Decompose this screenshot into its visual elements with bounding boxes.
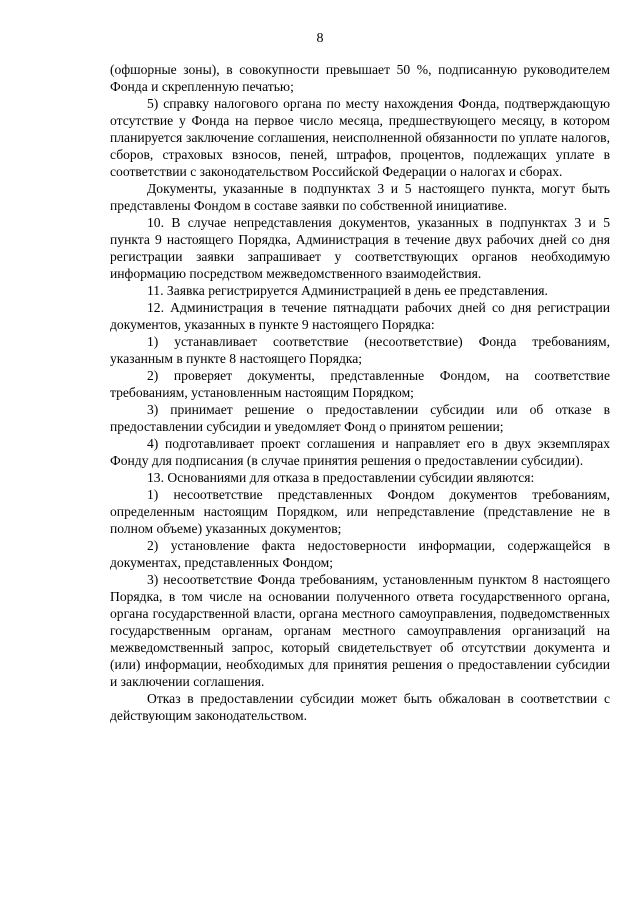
paragraph-8: 2) проверяет документы, представленные Фондом, на соответствие требованиям, установленным настоящим Порядком; — [110, 368, 610, 400]
paragraph-10: 4) подготавливает проект соглашения и направляет его в двух экземплярах Фонду для подписания (в случае принятия решения о предоставлении субсидии). — [110, 436, 610, 468]
paragraph-12: 1) несоответствие представленных Фондом документов требованиям, определенным настоящим Порядком, или непредставление (представление не в полном объеме) указанных документов; — [110, 487, 610, 536]
paragraph-1: (офшорные зоны), в совокупности превышает 50 %, подписанную руководителем Фонда и скрепленную печатью; — [110, 62, 610, 94]
paragraph-4: 10. В случае непредставления документов, указанных в подпунктах 3 и 5 пункта 9 настоящего Порядка, Администрация в течение двух рабочих дней со дня регистрации заявки запрашивает у соответствующих органов необходимую информацию посредством межведомственного взаимодействия. — [110, 215, 610, 281]
paragraph-3: Документы, указанные в подпунктах 3 и 5 настоящего пункта, могут быть представлены Фондом в составе заявки по собственной инициативе. — [110, 181, 610, 213]
paragraph-9: 3) принимает решение о предоставлении субсидии или об отказе в предоставлении субсидии и уведомляет Фонд о принятом решении; — [110, 402, 610, 434]
page-number: 8 — [316, 31, 324, 46]
paragraph-6: 12. Администрация в течение пятнадцати рабочих дней со дня регистрации документов, указанных в пункте 9 настоящего Порядка: — [110, 300, 610, 332]
paragraph-13: 2) установление факта недостоверности информации, содержащейся в документах, представленных Фондом; — [110, 538, 610, 570]
paragraph-5: 11. Заявка регистрируется Администрацией в день ее представления. — [147, 283, 548, 298]
document-body — [110, 61, 610, 724]
paragraph-14: 3) несоответствие Фонда требованиям, установленным пунктом 8 настоящего Порядка, в том числе на основании полученного ответа государственного органа, органа государственной власти, органа местного самоуправления, подведомственных государственным органам, органам местного самоуправления организаций на межведомственный запрос, который свидетельствует об отсутствии документа и (или) информации, необходимых для принятия решения о предоставлении субсидии и заключении соглашения. — [110, 572, 610, 689]
paragraph-2: 5) справку налогового органа по месту нахождения Фонда, подтверждающую отсутствие у Фонда на первое число месяца, предшествующего месяцу, в котором планируется заключение соглашения, неисполненной обязанности по уплате налогов, сборов, страховых взносов, пеней, штрафов, процентов, подлежащих уплате в соответствии с законодательством Российской Федерации о налогах и сборах. — [110, 96, 610, 179]
paragraph-7: 1) устанавливает соответствие (несоответствие) Фонда требованиям, указанным в пункте 8 настоящего Порядка; — [110, 334, 610, 366]
paragraph-11: 13. Основаниями для отказа в предоставлении субсидии являются: — [147, 470, 535, 485]
paragraph-15: Отказ в предоставлении субсидии может быть обжалован в соответствии с действующим законодательством. — [110, 691, 610, 723]
